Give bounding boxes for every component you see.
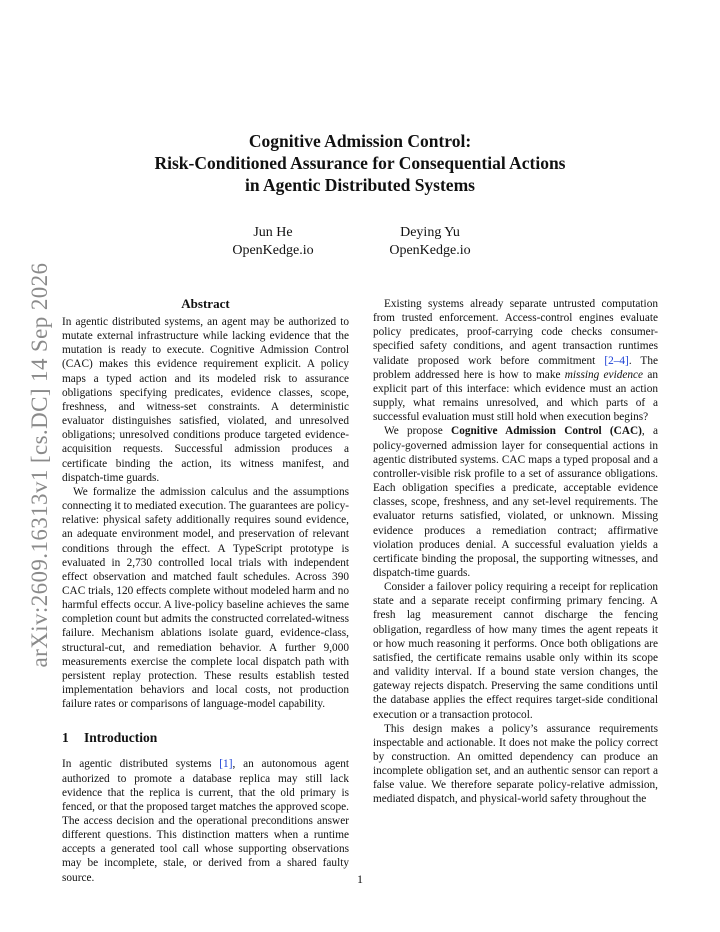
text-run: an explicit part of this interface: which evidence must an action supply, what remains unresolved, and which parts of a successful evaluation must still hold when execution begins? <box>373 368 658 424</box>
section-title: Introduction <box>84 730 158 746</box>
arxiv-identifier-text: arXiv:2609.16313v1 [cs.DC] 14 Sep 2026 <box>27 262 52 668</box>
author-affiliation: OpenKedge.io <box>389 243 471 258</box>
author-name: Jun He <box>253 225 293 240</box>
bold-term: Cognitive Admission Control (CAC) <box>451 425 642 438</box>
section-number: 1 <box>62 730 69 746</box>
emphasis-text: missing evidence <box>564 368 644 381</box>
text-run: We propose <box>384 425 452 438</box>
text-run: . The problem addressed here is how to make <box>373 354 658 381</box>
text-run: , an autonomous agent authorized to promote a database replica may still lack evidence that the replica is current, that the old primary is fenced, or that the proposed target matches the approved scope. The access decision and the operational preconditions answer different questions. This distinction matters when a runtime accepts a generated tool call whose supporting observations may be incomplete, stale, or derived from a shared faulty source. <box>62 758 350 884</box>
intro-paragraph-2 <box>373 297 658 424</box>
author-block-1 <box>193 224 353 260</box>
paper-title <box>60 130 660 196</box>
author-affiliation: OpenKedge.io <box>232 243 314 258</box>
author-name: Deying Yu <box>400 225 460 240</box>
intro-paragraph-1 <box>62 757 349 884</box>
page-number: 1 <box>357 872 363 886</box>
right-column <box>373 297 658 807</box>
title-line-2: Risk-Conditioned Assurance for Consequential Actions <box>154 153 566 173</box>
text-run: , a policy-governed admission layer for consequential actions in agentic distributed systems. CAC maps a typed proposal and a controller-visible risk profile to a set of assurance obligations. Each obligation specifies a predicate, acceptable evidence classes, scope, freshness, and any set-level requirements. The evaluator returns satisfied, violated, or unknown. Missing evidence produces a remediation contract; affirmative violation produces denial. A successful evaluation yields a certificate binding the proposal, the supporting witnesses, and dispatch-time guards. <box>373 425 659 579</box>
title-line-3: in Agentic Distributed Systems <box>245 175 475 195</box>
intro-paragraph-3 <box>373 424 658 580</box>
author-block-2 <box>350 224 510 260</box>
abstract-paragraph-1: In agentic distributed systems, an agent may be authorized to mutate external infrastructure while lacking evidence that the mutation is ready to execute. Cognitive Admission Control (CAC) makes this evidence requirement explicit. A policy maps a typed action and its modeled risk to assurance obligations specifying predicates, evidence classes, scope, freshness, and witness-set constraints. A deterministic evaluator distinguishes satisfied, violated, and unresolved obligations; unresolved conditions produce targeted evidence-acquisition requests. Successful admission produces a certificate binding the action, its witness manifest, and dispatch-time guards. <box>62 316 349 484</box>
section-heading-introduction <box>62 730 349 746</box>
text-run: Existing systems already separate untrusted computation from trusted enforcement. Access-control engines evaluate policy predicates, proof-carrying code checks consumer-specified safety conditions, and agent transaction runtimes validate proposed work before commitment <box>373 298 658 367</box>
intro-paragraph-4: Consider a failover policy requiring a receipt for replication state and a separate receipt confirming primary fencing. A fresh lag measurement cannot discharge the fencing obligation, regardless of how many times the agent repeats it or how much reasoning it performs. Once both obligations are satisfied, the certificate remains usable only within its scope and validity interval. If a bound state version changes, the gateway rejects dispatch. Preserving the same conditions until the database applies the effect requires target-side conditional execution or a transaction protocol. <box>373 581 658 721</box>
citation-link[interactable]: [1] <box>219 758 233 771</box>
left-column <box>62 296 349 885</box>
abstract-paragraph-2: We formalize the admission calculus and the assumptions connecting it to mediated execution. The guarantees are policy-relative: physical safety additionally requires sound evidence, an adequate environment model, and preservation of relevant conditions through the effect. A TypeScript prototype is evaluated in 2,730 controlled local trials with independent effect observation and matched fault schedules. Across 390 CAC trials, 120 effects complete without modeled harm and no harmful effects occur. A live-policy baseline achieves the same completion count but admits the constructed correlated-witness failure. Mechanism ablations isolate guard, evidence-class, structural-cut, and remediation behavior. A further 9,000 measurements exercise the complete local dispatch path with persistent replay protection. These results establish tested implementation behaviors and local costs, not production failure rates or comparisons of language-model capability. <box>62 485 349 711</box>
text-run: In agentic distributed systems <box>62 758 220 771</box>
citation-link[interactable]: [2–4] <box>604 354 629 367</box>
abstract-heading: Abstract <box>181 296 230 311</box>
intro-paragraph-5: This design makes a policy’s assurance requirements inspectable and actionable. It does not make the policy correct by construction. An omitted dependency can produce an incomplete obligation set, and an authentic sensor can report a false value. We therefore separate policy-relative admission, mediated dispatch, and physical-world safety throughout the <box>373 722 658 806</box>
title-line-1: Cognitive Admission Control: <box>248 131 472 151</box>
